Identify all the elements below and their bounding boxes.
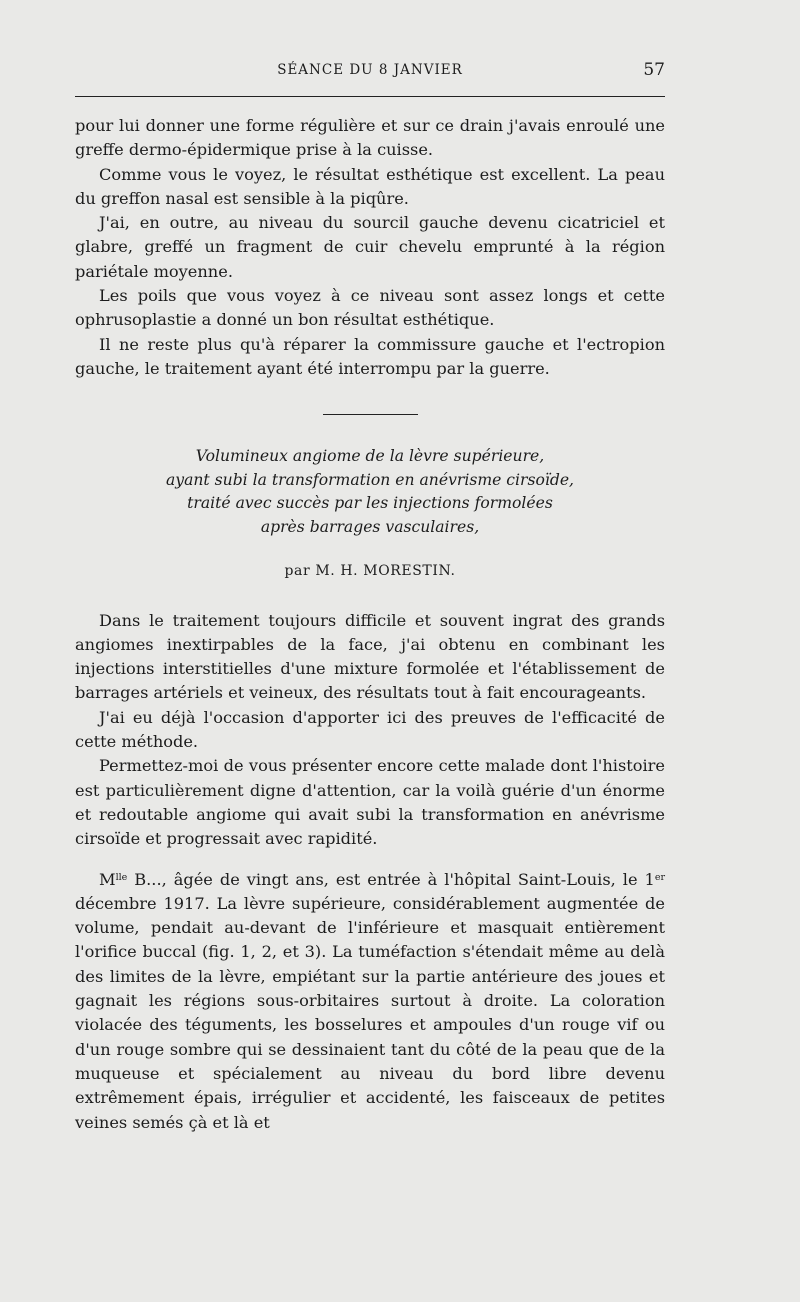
paragraph: Les poils que vous voyez à ce niveau sont assez longs et cette ophrusoplastie a donné un bon résultat esthétique. [75,286,665,330]
paragraph: Permettez-moi de vous présenter encore cette malade dont l'histoire est particulièrement digne d'attention, car la voilà guérie d'un énorme et redoutable angiome qui avait subi la transformation en anévrisme cirsoïde et progressait avec rapidité. [75,756,665,849]
paragraph: Comme vous le voyez, le résultat esthétique est excellent. La peau du greffon nasal est sensible à la piqûre. [75,164,665,208]
paragraph: Il ne reste plus qu'à réparer la commissure gauche et l'ectropion gauche, le traitement ayant été interrompu par la guerre. [75,334,665,378]
byline: par M. H. MORESTIN. [284,563,456,580]
header-rule [75,96,665,97]
article-title [75,445,665,539]
title-line: traité avec succès par les injections formolées [187,494,553,513]
page-header [75,58,665,84]
paragraph: pour lui donner une forme régulière et sur ce drain j'avais enroulé une greffe dermo-épidermique prise à la cuisse. [75,116,665,160]
text-run: B..., âgée de vingt ans, est entrée à l'hôpital Saint-Louis, le [127,869,645,889]
text-run: décembre 1917. La lèvre supérieure, considérablement augmentée de volume, pendait au-devant de l'inférieure et masquait entièrement l'orifice buccal (fig. 1, 2, et 3). La tuméfaction s'étendait même au delà des limites de la lèvre, empiétant sur la partie antérieure des joues et gagnait les régions sous-orbitaires surtout à droite. La coloration violacée des téguments, les bosselures et ampoules d'un rouge vif ou d'un rouge sombre qui se dessinaient tant du côté de la peau que de la muqueuse et spécialement au niveau du bord libre devenu extrêmement épais, irrégulier et accidenté, les faisceaux de petites veines semés çà et là et [75,893,665,1132]
paragraph: J'ai, en outre, au niveau du sourcil gauche devenu cicatriciel et glabre, greffé un fragment de cuir chevelu emprunté à la région pariétale moyenne. [75,213,665,281]
day-ordinal-sup: er [654,871,665,883]
title-abbrev-sup: lle [115,871,128,883]
day-number: 1 [644,869,655,889]
paragraph-gap [75,852,665,868]
paragraph: J'ai eu déjà l'occasion d'apporter ici des preuves de l'efficacité de cette méthode. [75,707,665,752]
title-abbrev: M [99,869,116,889]
running-title: SÉANCE DU 8 JANVIER [277,62,463,78]
section-separator [323,414,418,415]
title-line: Volumineux angiome de la lèvre supérieure, [195,447,545,466]
paragraph: Dans le traitement toujours difficile et souvent ingrat des grands angiomes inextirpables de la face, j'ai obtenu en combinant les injections interstitielles d'une mixture formolée et l'établissement de barrages artériels et veineux, des résultats tout à fait encourageants. [75,610,665,703]
title-line: ayant subi la transformation en anévrisme cirsoïde, [165,470,575,489]
page-number: 57 [643,60,665,80]
title-line: après barrages vasculaires, [260,517,480,536]
body-text [75,114,665,1135]
paragraph [75,868,665,1135]
